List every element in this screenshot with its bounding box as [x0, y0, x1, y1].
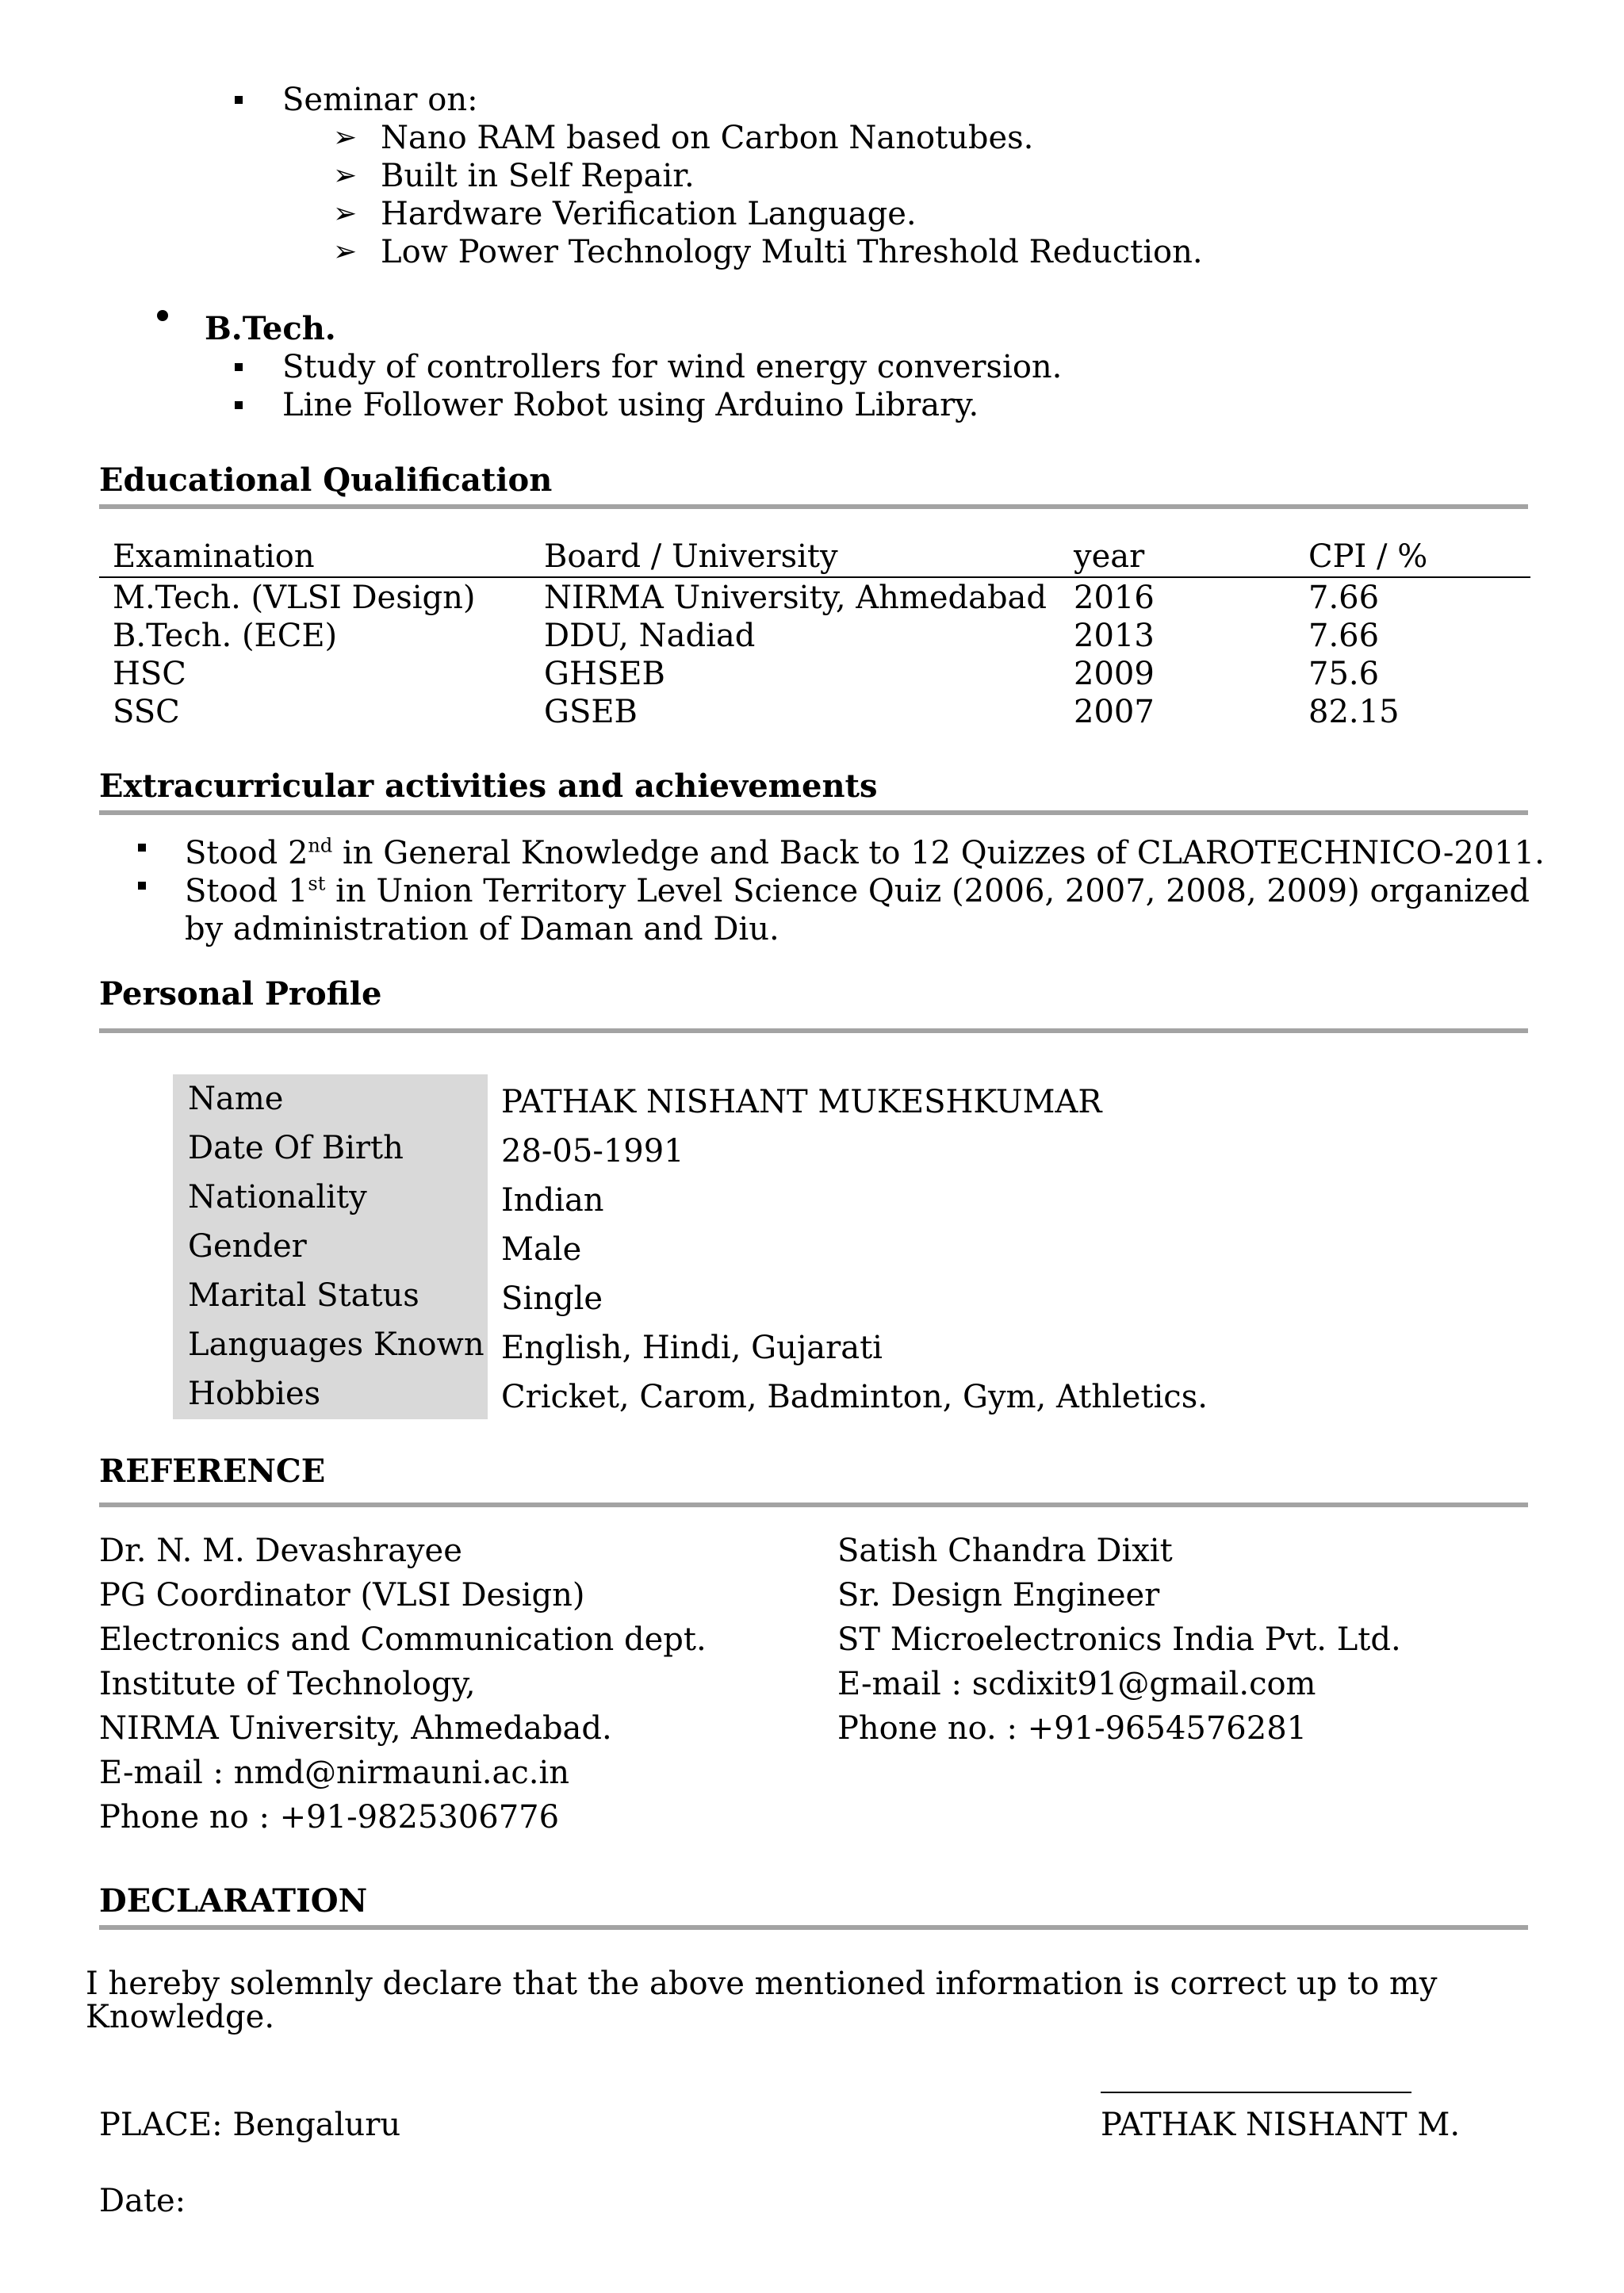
reference-left-line: PG Coordinator (VLSI Design) [99, 1577, 585, 1614]
profile-value: Male [501, 1231, 582, 1268]
square-bullet-icon [138, 844, 146, 852]
btech-item: Line Follower Robot using Arduino Library. [282, 387, 979, 423]
declaration-heading: DECLARATION [99, 1882, 368, 1920]
arrow-bullet-icon: ➢ [333, 235, 358, 268]
declaration-text: I hereby solemnly declare that the above mentioned information is correct up to my [86, 1966, 1438, 2002]
square-bullet-icon [235, 363, 243, 371]
seminar-item: Nano RAM based on Carbon Nanotubes. [381, 120, 1034, 156]
table-cell: B.Tech. (ECE) [113, 618, 338, 654]
profile-label: Nationality [188, 1179, 367, 1215]
table-header-year: year [1074, 538, 1145, 575]
profile-heading: Personal Profile [99, 975, 382, 1013]
reference-left-line: Dr. N. M. Devashrayee [99, 1533, 462, 1569]
table-header-line [99, 576, 1530, 578]
btech-label: B.Tech. [205, 310, 336, 347]
table-cell: GSEB [544, 694, 638, 730]
section-divider [99, 1503, 1528, 1507]
reference-left-line: NIRMA University, Ahmedabad. [99, 1710, 612, 1747]
section-divider [99, 810, 1528, 815]
reference-right-line: ST Microelectronics India Pvt. Ltd. [837, 1621, 1401, 1658]
round-bullet-icon [157, 310, 168, 321]
table-cell: 2013 [1074, 618, 1155, 654]
reference-left-line: Phone no : +91-9825306776 [99, 1799, 560, 1836]
signature-line [1101, 2092, 1411, 2093]
table-cell: 75.6 [1308, 656, 1380, 692]
table-header-cpi: CPI / % [1308, 538, 1428, 575]
profile-label: Name [188, 1081, 284, 1117]
place-text: PLACE: Bengaluru [99, 2107, 401, 2143]
btech-item: Study of controllers for wind energy conversion. [282, 349, 1063, 385]
profile-value: Cricket, Carom, Badminton, Gym, Athletics. [501, 1379, 1208, 1415]
reference-right-line: Satish Chandra Dixit [837, 1533, 1173, 1569]
reference-right-line: Sr. Design Engineer [837, 1577, 1160, 1614]
profile-label: Marital Status [188, 1277, 419, 1314]
achievement-item: Stood 1st in Union Territory Level Science Quiz (2006, 2007, 2008, 2009) organized [185, 872, 1530, 909]
section-divider [99, 1925, 1528, 1930]
table-cell: NIRMA University, Ahmedabad [544, 580, 1048, 616]
table-cell: M.Tech. (VLSI Design) [113, 580, 476, 616]
profile-label: Languages Known [188, 1326, 485, 1363]
table-cell: 2007 [1074, 694, 1155, 730]
achievement-item-continued: by administration of Daman and Diu. [185, 911, 779, 947]
education-heading: Educational Qualification [99, 461, 553, 499]
seminar-item: Low Power Technology Multi Threshold Reduction. [381, 234, 1203, 270]
profile-label: Hobbies [188, 1376, 321, 1412]
arrow-bullet-icon: ➢ [333, 197, 358, 230]
reference-left-line: Institute of Technology, [99, 1666, 476, 1702]
table-cell: HSC [113, 656, 186, 692]
profile-value: Indian [501, 1182, 604, 1219]
arrow-bullet-icon: ➢ [333, 159, 358, 192]
date-text: Date: [99, 2183, 186, 2219]
square-bullet-icon [138, 882, 146, 890]
achievement-item: Stood 2nd in General Knowledge and Back to 12 Quizzes of CLAROTECHNICO-2011. [185, 834, 1545, 871]
table-cell: GHSEB [544, 656, 665, 692]
reference-right-line: Phone no. : +91-9654576281 [837, 1710, 1308, 1747]
table-cell: 7.66 [1308, 618, 1380, 654]
table-header-board: Board / University [544, 538, 838, 575]
signature-name: PATHAK NISHANT M. [1101, 2107, 1461, 2143]
seminar-item: Hardware Verification Language. [381, 196, 917, 232]
arrow-bullet-icon: ➢ [333, 121, 358, 154]
profile-value: English, Hindi, Gujarati [501, 1330, 883, 1366]
extracurricular-heading: Extracurricular activities and achievements [99, 768, 878, 805]
reference-left-line: Electronics and Communication dept. [99, 1621, 707, 1658]
section-divider [99, 504, 1528, 509]
reference-left-line: E-mail : nmd@nirmauni.ac.in [99, 1755, 570, 1791]
table-cell: 82.15 [1308, 694, 1400, 730]
section-divider [99, 1028, 1528, 1033]
table-cell: SSC [113, 694, 180, 730]
table-cell: DDU, Nadiad [544, 618, 756, 654]
profile-label: Gender [188, 1228, 307, 1265]
square-bullet-icon [235, 96, 243, 104]
seminar-label: Seminar on: [282, 82, 478, 118]
reference-heading: REFERENCE [99, 1453, 326, 1490]
table-cell: 2009 [1074, 656, 1155, 692]
profile-value: Single [501, 1280, 603, 1317]
table-header-examination: Examination [113, 538, 315, 575]
square-bullet-icon [235, 401, 243, 409]
profile-label: Date Of Birth [188, 1130, 404, 1166]
table-cell: 2016 [1074, 580, 1155, 616]
reference-right-line: E-mail : scdixit91@gmail.com [837, 1666, 1316, 1702]
seminar-item: Built in Self Repair. [381, 158, 695, 194]
profile-value: PATHAK NISHANT MUKESHKUMAR [501, 1084, 1102, 1120]
profile-value: 28-05-1991 [501, 1133, 684, 1169]
declaration-text-continued: Knowledge. [86, 1999, 275, 2035]
table-cell: 7.66 [1308, 580, 1380, 616]
